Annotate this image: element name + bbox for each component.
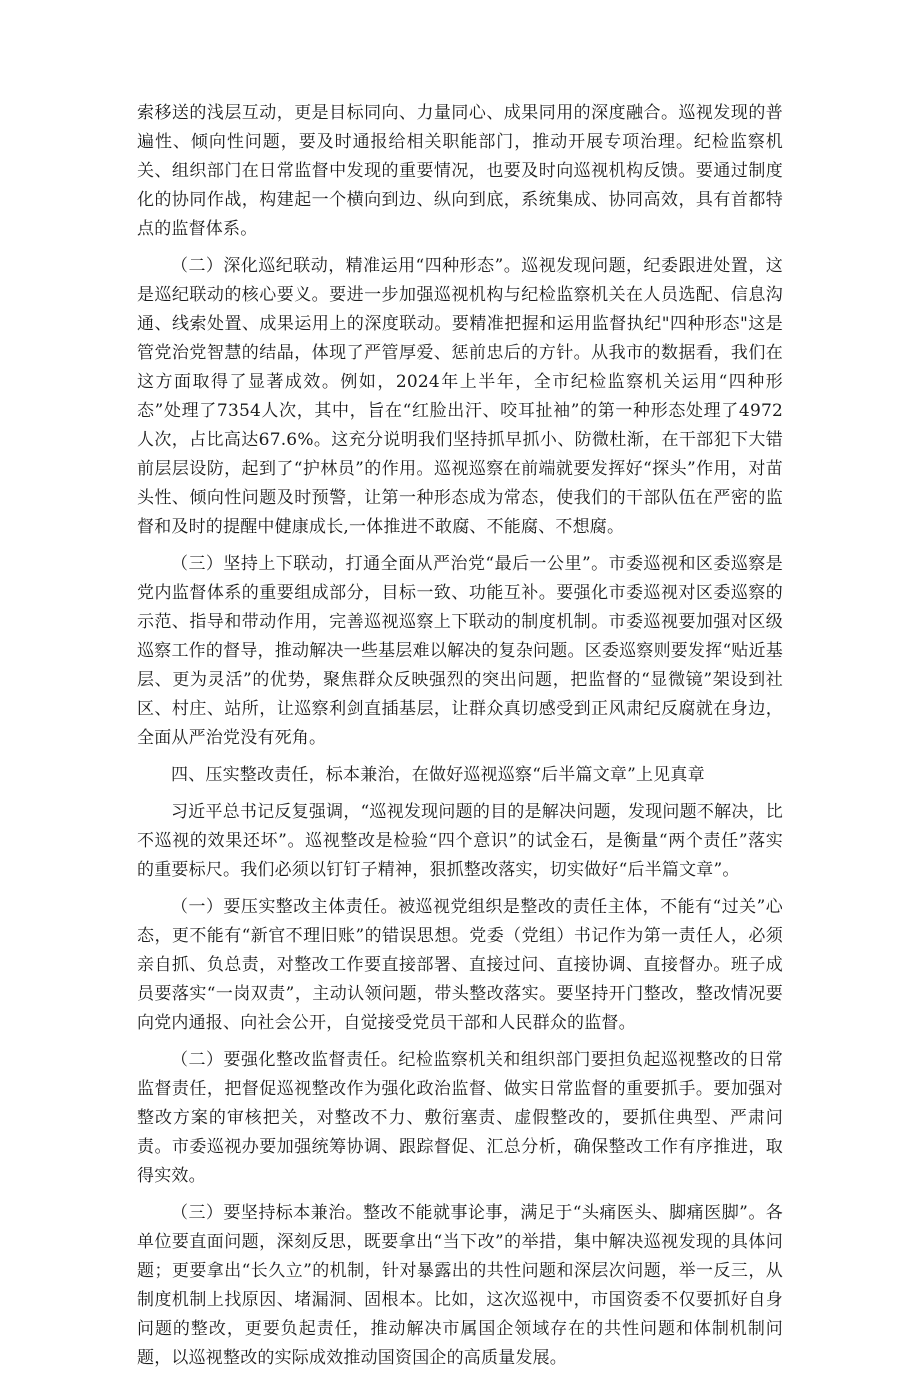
- paragraph-intro: 习近平总书记反复强调，“巡视发现问题的目的是解决问题，发现问题不解决，比不巡视的效果还坏”。巡视整改是检验“四个意识”的试金石，是衡量“两个责任”落实的重要标尺。我们必须以钉钉子精神，狠抓整改落实，切实做好“后半篇文章”。: [137, 802, 783, 880]
- paragraph-section-2: （二）深化巡纪联动，精准运用“四种形态”。巡视发现问题，纪委跟进处置，这是巡纪联动的核心要义。要进一步加强巡视机构与纪检监察机关在人员选配、信息沟通、线索处置、成果运用上的深度联动。要精准把握和运用监督执纪"四种形态"这是管党治党智慧的结晶，体现了严管厚爱、惩前忠后的方针。从我市的数据看，我们在这方面取得了显著成效。例如，2024年上半年，全市纪检监察机关运用“四种形态”处理了7354人次，其中，旨在“红脸出汗、咬耳扯袖”的第一种形态处理了4972人次，占比高达67.6%。这充分说明我们坚持抓早抓小、防微杜渐，在干部犯下大错前层层设防，起到了“护林员”的作用。巡视巡察在前端就要发挥好“探头”作用，对苗头性、倾向性问题及时预警，让第一种形态成为常态，使我们的干部队伍在严密的监督和及时的提醒中健康成长,一体推进不敢腐、不能腐、不想腐。: [137, 256, 783, 537]
- document-body: [137, 99, 783, 1373]
- paragraph-item-1: （一）要压实整改主体责任。被巡视党组织是整改的责任主体，不能有“过关”心态，更不能有“新官不理旧账”的错误思想。党委（党组）书记作为第一责任人，必须亲自抓、负总责，对整改工作要直接部署、直接过问、直接协调、直接督办。班子成员要落实“一岗双责”，主动认领问题，带头整改落实。要坚持开门整改，整改情况要向党内通报、向社会公开，自觉接受党员干部和人民群众的监督。: [137, 897, 783, 1033]
- section-heading-four: 四、压实整改责任，标本兼治，在做好巡视巡察“后半篇文章”上见真章: [171, 765, 705, 785]
- paragraph-item-3: （三）要坚持标本兼治。整改不能就事论事，满足于“头痛医头、脚痛医脚”。各单位要直面问题，深刻反思，既要拿出“当下改”的举措，集中解决巡视发现的具体问题；更要拿出“长久立”的机制，针对暴露出的共性问题和深层次问题，举一反三，从制度机制上找原因、堵漏洞、固根本。比如，这次巡视中，市国资委不仅要抓好自身问题的整改，更要负起责任，推动解决市属国企领域存在的共性问题和体制机制问题，以巡视整改的实际成效推动国资国企的高质量发展。: [137, 1203, 783, 1368]
- paragraph-continuation: 索移送的浅层互动，更是目标同向、力量同心、成果同用的深度融合。巡视发现的普遍性、倾向性问题，要及时通报给相关职能部门，推动开展专项治理。纪检监察机关、组织部门在日常监督中发现的重要情况，也要及时向巡视机构反馈。要通过制度化的协同作战，构建起一个横向到边、纵向到底，系统集成、协同高效，具有首都特点的监督体系。: [137, 103, 783, 239]
- paragraph-section-3: （三）坚持上下联动，打通全面从严治党“最后一公里”。市委巡视和区委巡察是党内监督体系的重要组成部分，目标一致、功能互补。要强化市委巡视对区委巡察的示范、指导和带动作用，完善巡视巡察上下联动的制度机制。市委巡视要加强对区级巡察工作的督导，推动解决一些基层难以解决的复杂问题。区委巡察则要发挥“贴近基层、更为灵活”的优势，聚焦群众反映强烈的突出问题，把监督的“显微镜”架设到社区、村庄、站所，让巡察利剑直插基层，让群众真切感受到正风肃纪反腐就在身边，全面从严治党没有死角。: [137, 554, 783, 748]
- paragraph-item-2: （二）要强化整改监督责任。纪检监察机关和组织部门要担负起巡视整改的日常监督责任，把督促巡视整改作为强化政治监督、做实日常监督的重要抓手。要加强对整改方案的审核把关，对整改不力、敷衍塞责、虚假整改的，要抓住典型、严肃问责。市委巡视办要加强统筹协调、跟踪督促、汇总分析，确保整改工作有序推进，取得实效。: [137, 1050, 783, 1186]
